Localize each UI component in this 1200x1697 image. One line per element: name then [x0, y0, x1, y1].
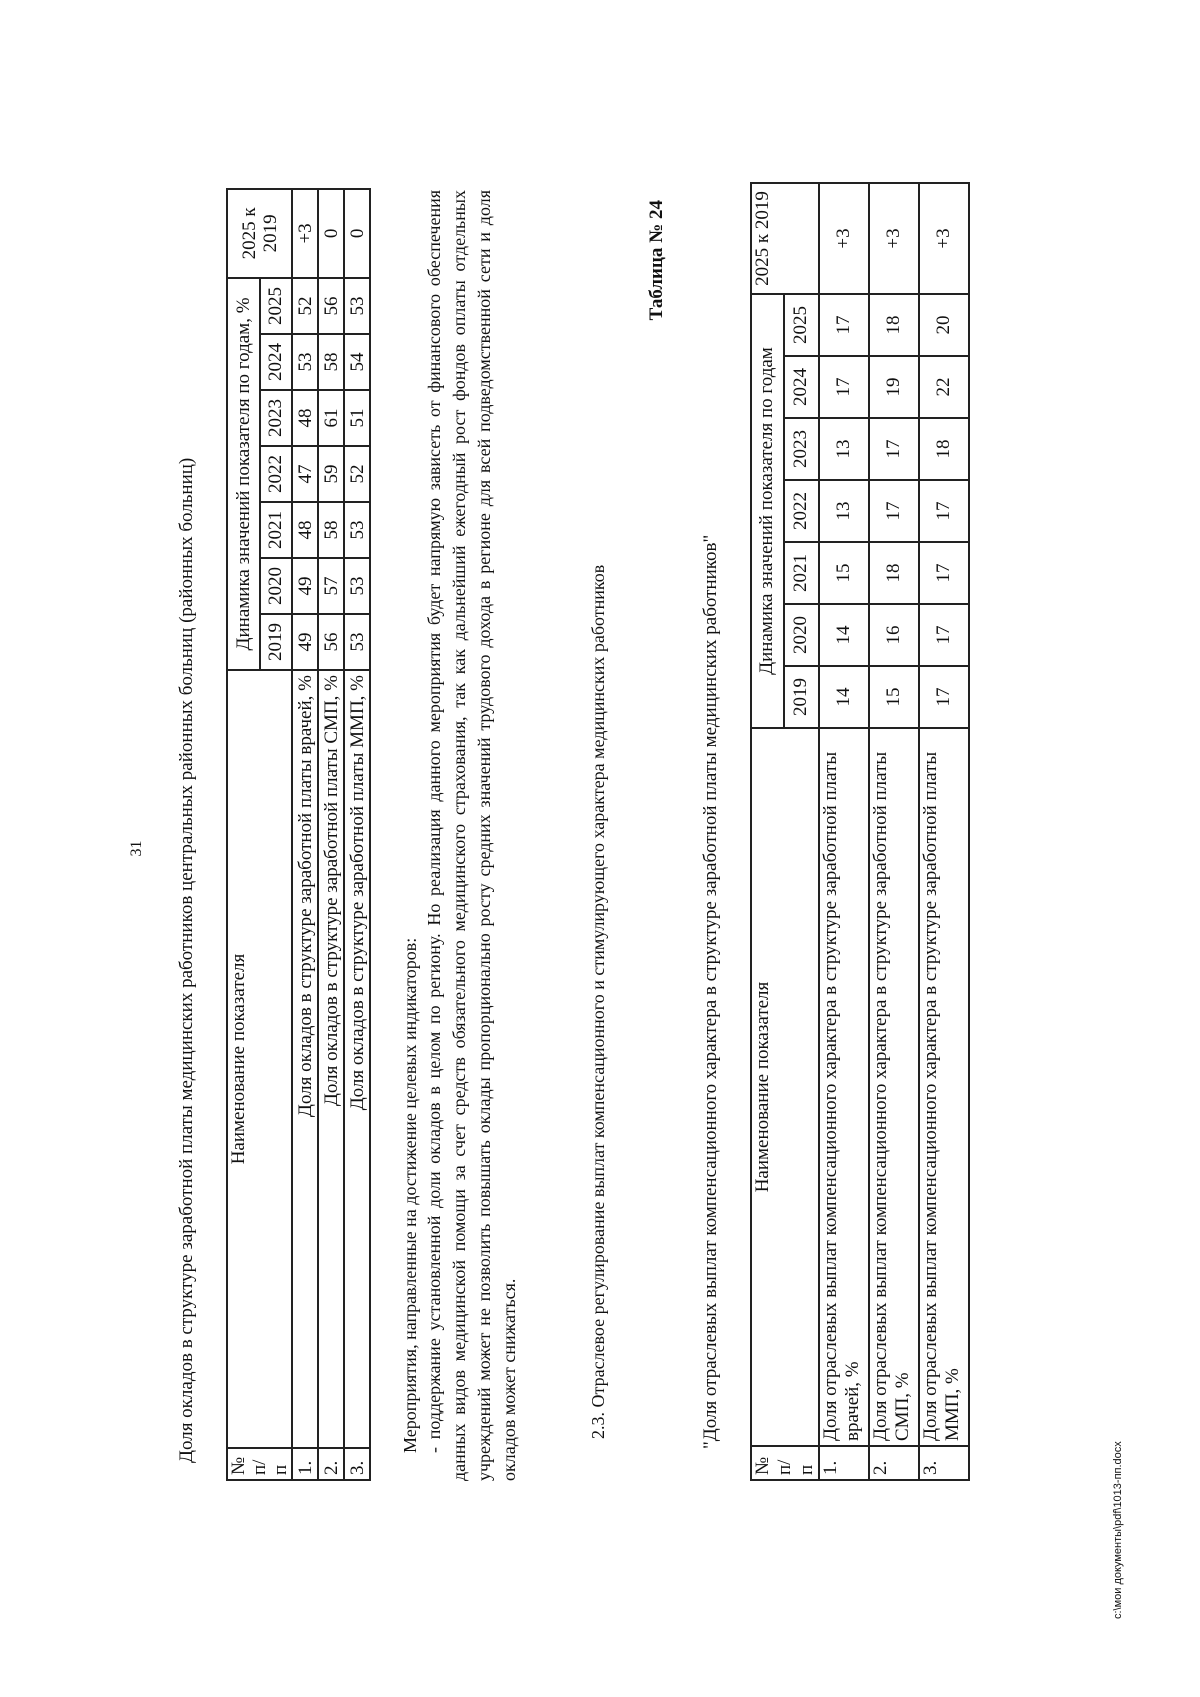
- table1-header-name: Наименование показателя: [227, 670, 292, 1448]
- cell-value: 18: [869, 294, 919, 356]
- cell-value: 17: [869, 418, 919, 480]
- row-num: 3.: [344, 1448, 370, 1480]
- cell-value: 13: [819, 418, 869, 480]
- cell-value: 61: [318, 390, 344, 446]
- cell-value: 52: [292, 278, 318, 334]
- table1-header-row: [227, 189, 260, 1480]
- row-name: Доля окладов в структуре заработной платы СМП, %: [318, 670, 344, 1448]
- table1-header-delta: 2025 к 2019: [227, 189, 292, 278]
- cell-value: 16: [869, 604, 919, 666]
- table-row: [344, 189, 370, 1480]
- table2-year: 2019: [784, 666, 819, 728]
- cell-delta: 0: [318, 189, 344, 278]
- cell-value: 51: [344, 390, 370, 446]
- table-row: [869, 183, 919, 1480]
- row-num: 3.: [919, 1446, 969, 1480]
- cell-value: 53: [292, 334, 318, 390]
- table-row: [919, 183, 969, 1480]
- cell-value: 17: [919, 604, 969, 666]
- row-num: 1.: [819, 1446, 869, 1480]
- table1-year: 2025: [260, 278, 293, 334]
- cell-value: 14: [819, 666, 869, 728]
- table1-year: 2019: [260, 614, 293, 670]
- table2-year: 2022: [784, 480, 819, 542]
- table2-year: 2020: [784, 604, 819, 666]
- table2-title: "Доля отраслевых выплат компенсационного характера в структуре заработной платы медицинских работников": [700, 534, 721, 1449]
- cell-value: 17: [919, 666, 969, 728]
- table1-year: 2024: [260, 334, 293, 390]
- cell-value: 53: [344, 502, 370, 558]
- cell-value: 15: [869, 666, 919, 728]
- cell-value: 18: [869, 542, 919, 604]
- cell-delta: +3: [919, 183, 969, 294]
- table2-caption: Таблица № 24: [646, 200, 667, 321]
- file-path-footer: c:\мои документы\pdf\1013-пп.docx: [1112, 1441, 1124, 1619]
- row-name: Доля отраслевых выплат компенсационного характера в структуре заработной платы СМП, %: [869, 728, 919, 1446]
- cell-value: 49: [292, 558, 318, 614]
- table2-header-num: № п/п: [751, 1446, 819, 1480]
- row-name: Доля окладов в структуре заработной платы ММП, %: [344, 670, 370, 1448]
- row-num: 2.: [318, 1448, 344, 1480]
- table2-header-delta: 2025 к 2019: [751, 183, 819, 294]
- table1-header-dynamics: Динамика значений показателя по годам, %: [227, 278, 260, 670]
- table2-header-name: Наименование показателя: [751, 728, 819, 1446]
- cell-value: 22: [919, 356, 969, 418]
- row-name: Доля окладов в структуре заработной платы врачей, %: [292, 670, 318, 1448]
- table2-year: 2021: [784, 542, 819, 604]
- cell-value: 52: [344, 446, 370, 502]
- table1-header-num: № п/п: [227, 1448, 292, 1480]
- table2-header-row: [751, 183, 784, 1480]
- cell-value: 20: [919, 294, 969, 356]
- cell-value: 17: [919, 542, 969, 604]
- cell-value: 58: [318, 502, 344, 558]
- cell-value: 57: [318, 558, 344, 614]
- table1-year: 2020: [260, 558, 293, 614]
- table1-year: 2022: [260, 446, 293, 502]
- cell-value: 48: [292, 502, 318, 558]
- cell-value: 53: [344, 558, 370, 614]
- section-heading: 2.3. Отраслевое регулирование выплат компенсационного и стимулирующего характера медицинских работников: [588, 564, 608, 1439]
- table2: [750, 182, 970, 1481]
- cell-value: 56: [318, 614, 344, 670]
- cell-value: 17: [919, 480, 969, 542]
- cell-value: 59: [318, 446, 344, 502]
- cell-value: 53: [344, 614, 370, 670]
- cell-value: 14: [819, 604, 869, 666]
- cell-delta: 0: [344, 189, 370, 278]
- row-name: Доля отраслевых выплат компенсационного характера в структуре заработной платы ММП, %: [919, 728, 969, 1446]
- table1-year: 2023: [260, 390, 293, 446]
- cell-value: 17: [869, 480, 919, 542]
- table1-title: Доля окладов в структуре заработной платы медицинских работников центральных районных больниц (районных больниц): [176, 457, 197, 1463]
- cell-delta: +3: [292, 189, 318, 278]
- cell-value: 17: [819, 356, 869, 418]
- cell-value: 15: [819, 542, 869, 604]
- table-row: [318, 189, 344, 1480]
- cell-delta: +3: [819, 183, 869, 294]
- measures-heading: Мероприятия, направленные на достижение целевых индикаторов:: [400, 937, 420, 1453]
- cell-value: 17: [819, 294, 869, 356]
- cell-value: 49: [292, 614, 318, 670]
- cell-value: 47: [292, 446, 318, 502]
- cell-value: 13: [819, 480, 869, 542]
- cell-value: 56: [318, 278, 344, 334]
- cell-delta: +3: [869, 183, 919, 294]
- page-number: 31: [128, 840, 145, 857]
- measures-text: - поддержание установленной доли окладов в целом по региону. Но реализация данного мероприятия будет напрямую зависеть от финансового обеспечения данных видов медицинской помощи за счет средств обязательного медицинского страхования, так как дальнейший ежегодный рост фондов оплаты отдельных учреждений может не позволить повышать оклады пропорционально росту средних значений трудового дохода в регионе для всей подведомственной сети и доля окладов может снижаться.: [424, 190, 519, 1481]
- table2-header-dynamics: Динамика значений показателя по годам: [751, 294, 784, 728]
- table1: [226, 188, 371, 1481]
- cell-value: 48: [292, 390, 318, 446]
- row-name: Доля отраслевых выплат компенсационного характера в структуре заработной платы врачей, %: [819, 728, 869, 1446]
- table-row: [819, 183, 869, 1480]
- cell-value: 53: [344, 278, 370, 334]
- cell-value: 58: [318, 334, 344, 390]
- row-num: 1.: [292, 1448, 318, 1480]
- cell-value: 54: [344, 334, 370, 390]
- cell-value: 19: [869, 356, 919, 418]
- table2-year: 2024: [784, 356, 819, 418]
- table2-year: 2023: [784, 418, 819, 480]
- table1-year: 2021: [260, 502, 293, 558]
- table2-year: 2025: [784, 294, 819, 356]
- table-row: [292, 189, 318, 1480]
- cell-value: 18: [919, 418, 969, 480]
- row-num: 2.: [869, 1446, 919, 1480]
